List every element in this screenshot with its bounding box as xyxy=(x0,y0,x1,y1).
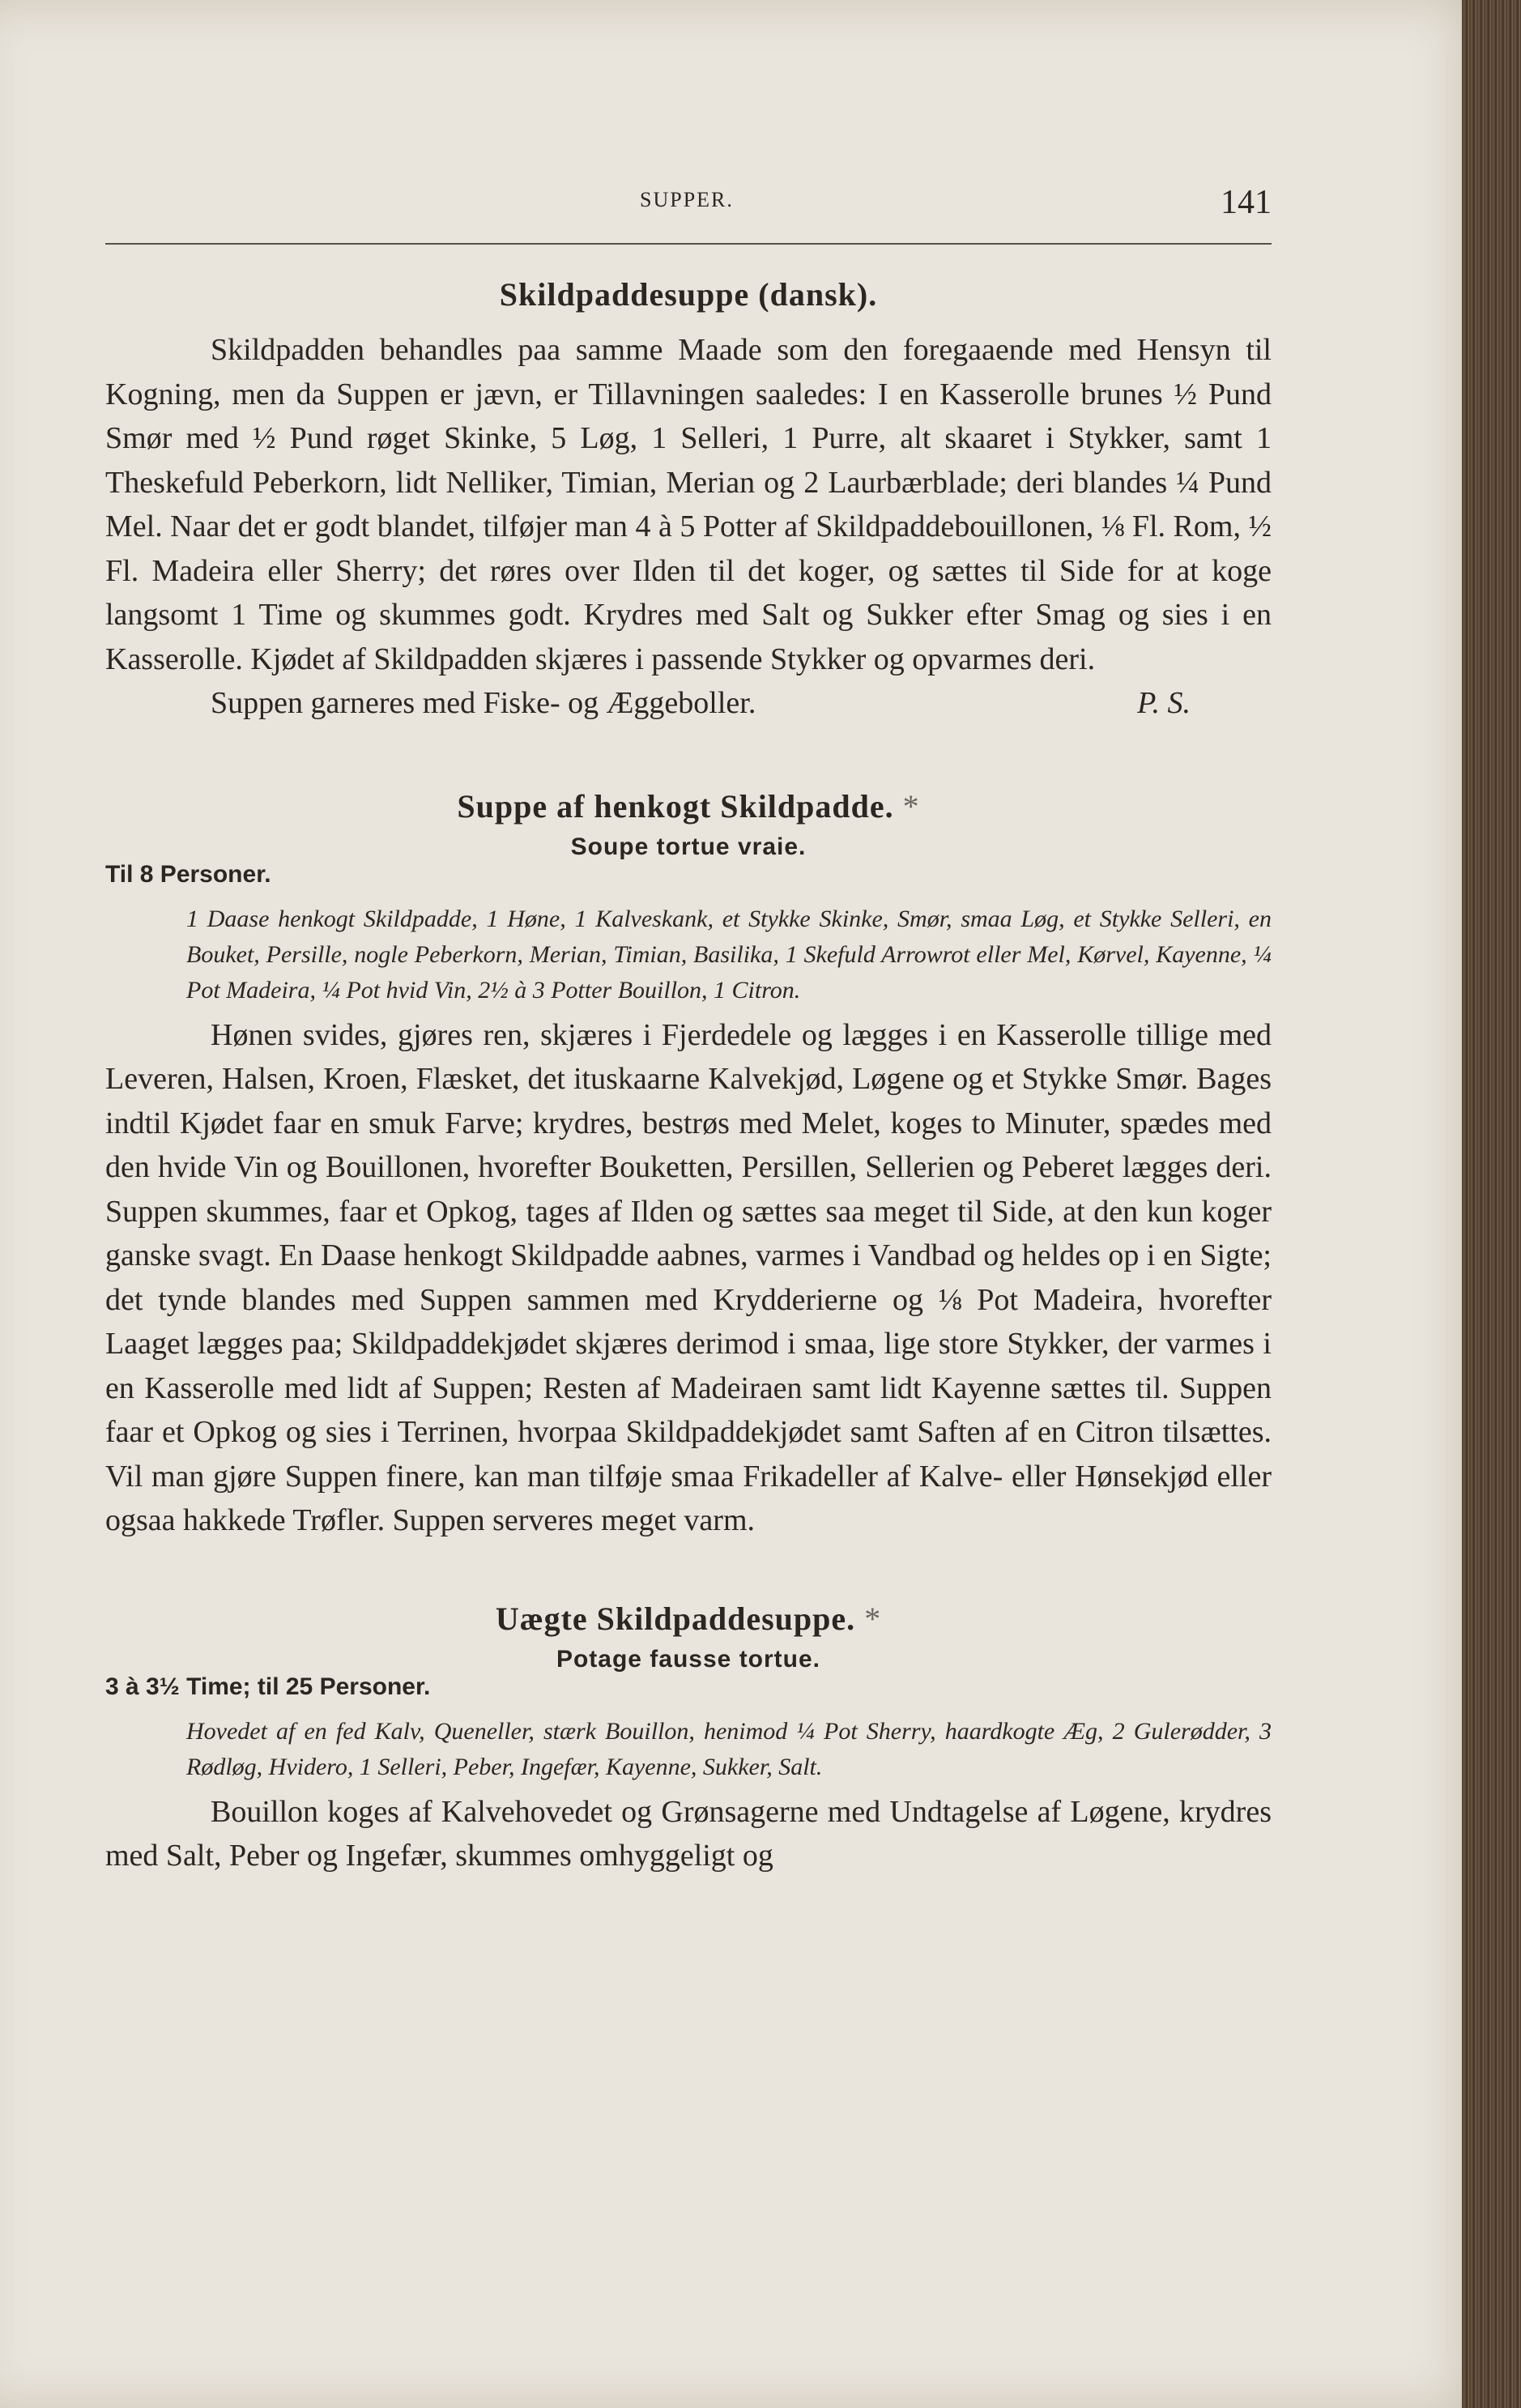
recipe-title-text: Uægte Skildpaddesuppe. xyxy=(495,1600,856,1637)
recipe-title: Skildpaddesuppe (dansk). xyxy=(499,276,878,313)
recipe-servings: 3 à 3½ Time; til 25 Personer. xyxy=(105,1673,431,1700)
recipe-skildpaddesuppe-dansk xyxy=(105,275,1272,726)
page-header xyxy=(105,184,1272,221)
recipe-uaegte-skildpaddesuppe xyxy=(105,1600,1272,1878)
running-head: SUPPER. xyxy=(640,188,734,211)
page-content xyxy=(105,275,1272,1940)
recipe-ingredients: 1 Daase henkogt Skildpadde, 1 Høne, 1 Kalveskank, et Stykke Skinke, Smør, smaa Løg, et Stykke Selleri, en Bouket, Persille, nogle Peberkorn, Merian, Timian, Basilika, 1 Skefuld Arrowrot eller Mel, Kørvel, Kayenne, ¼ Pot Madeira, ¼ Pot hvid Vin, 2½ à 3 Potter Bouillon, 1 Citron. xyxy=(186,905,1272,1004)
recipe-title-text: Suppe af henkogt Skildpadde. xyxy=(457,787,894,825)
recipe-title xyxy=(105,1600,1272,1638)
recipe-garnish xyxy=(105,681,1272,726)
author-signature: P. S. xyxy=(1137,686,1191,720)
recipe-suppe-henkogt-skildpadde xyxy=(105,787,1272,1543)
recipe-title xyxy=(105,787,1272,825)
recipe-servings: Til 8 Personer. xyxy=(105,860,271,888)
recipe-body: Hønen svides, gjøres ren, skjæres i Fjerdedele og lægges i en Kasserolle tillige med Leveren, Halsen, Kroen, Flæsket, det ituskaarne Kalvekjød, Løgene og et Stykke Smør. Bages indtil Kjødet faar en smuk Farve; krydres, bestrøs med Melet, koges to Minuter, spædes med den hvide Vin og Bouillonen, hvorefter Bouketten, Persillen, Sellerien og Peberet lægges deri. Suppen skummes, faar et Opkog, tages af Ilden og sættes saa meget til Side, at den kun koger ganske svagt. En Daase henkogt Skildpadde aabnes, varmes i Vandbad og heldes op i en Sigte; det tynde blandes med Suppen sammen med Krydderierne og ⅛ Pot Madeira, hvorefter Laaget lægges paa; Skildpaddekjødet skjæres derimod i smaa, lige store Stykker, der varmes i en Kasserolle med lidt af Suppen; Resten af Madeiraen samt lidt Kayenne sættes til. Suppen faar et Opkog og sies i Terrinen, hvorpaa Skildpaddekjødet samt Saften af en Citron tilsættes. Vil man gjøre Suppen finere, kan man tilføje smaa Frikadeller af Kalve- eller Hønsekjød eller ogsaa hakkede Trøfler. Suppen serveres meget varm. xyxy=(105,1017,1272,1537)
recipe-subtitle: Potage fausse tortue. xyxy=(556,1645,821,1673)
header-rule xyxy=(105,243,1272,245)
recipe-ingredients: Hovedet af en fed Kalv, Queneller, stærk Bouillon, henimod ¼ Pot Sherry, haardkogte Æg, 2 Gulerødder, 3 Rødløg, Hvidero, 1 Selleri, Peber, Ingefær, Kayenne, Sukker, Salt. xyxy=(186,1717,1272,1780)
page-number: 141 xyxy=(1221,184,1272,221)
star-mark: * xyxy=(864,1600,882,1637)
recipe-garnish-text: Suppen garneres med Fiske- og Æggeboller. xyxy=(211,686,756,720)
recipe-body: Skildpadden behandles paa samme Maade som den foregaaende med Hensyn til Kogning, men da Suppen er jævn, er Tillavningen saaledes: I en Kasserolle brunes ½ Pund Smør med ½ Pund røget Skinke, 5 Løg, 1 Selleri, 1 Purre, alt skaaret i Stykker, samt 1 Theskefuld Peberkorn, lidt Nelliker, Timian, Merian og 2 Laurbærblade; deri blandes ¼ Pund Mel. Naar det er godt blandet, tilføjer man 4 à 5 Potter af Skildpaddebouillonen, ⅛ Fl. Rom, ½ Fl. Madeira eller Sherry; det røres over Ilden til det koger, og sættes til Side for at koge langsomt 1 Time og skummes godt. Krydres med Salt og Sukker efter Smag og sies i en Kasserolle. Kjødet af Skildpadden skjæres i passende Stykker og opvarmes deri. xyxy=(105,333,1272,676)
recipe-subtitle: Soupe tortue vraie. xyxy=(570,833,807,860)
recipe-body: Bouillon koges af Kalvehovedet og Grønsagerne med Undtagelse af Løgene, krydres med Salt, Peber og Ingefær, skummes omhyggeligt og xyxy=(105,1794,1272,1873)
star-mark: * xyxy=(902,787,920,825)
book-spine xyxy=(1462,0,1521,2408)
